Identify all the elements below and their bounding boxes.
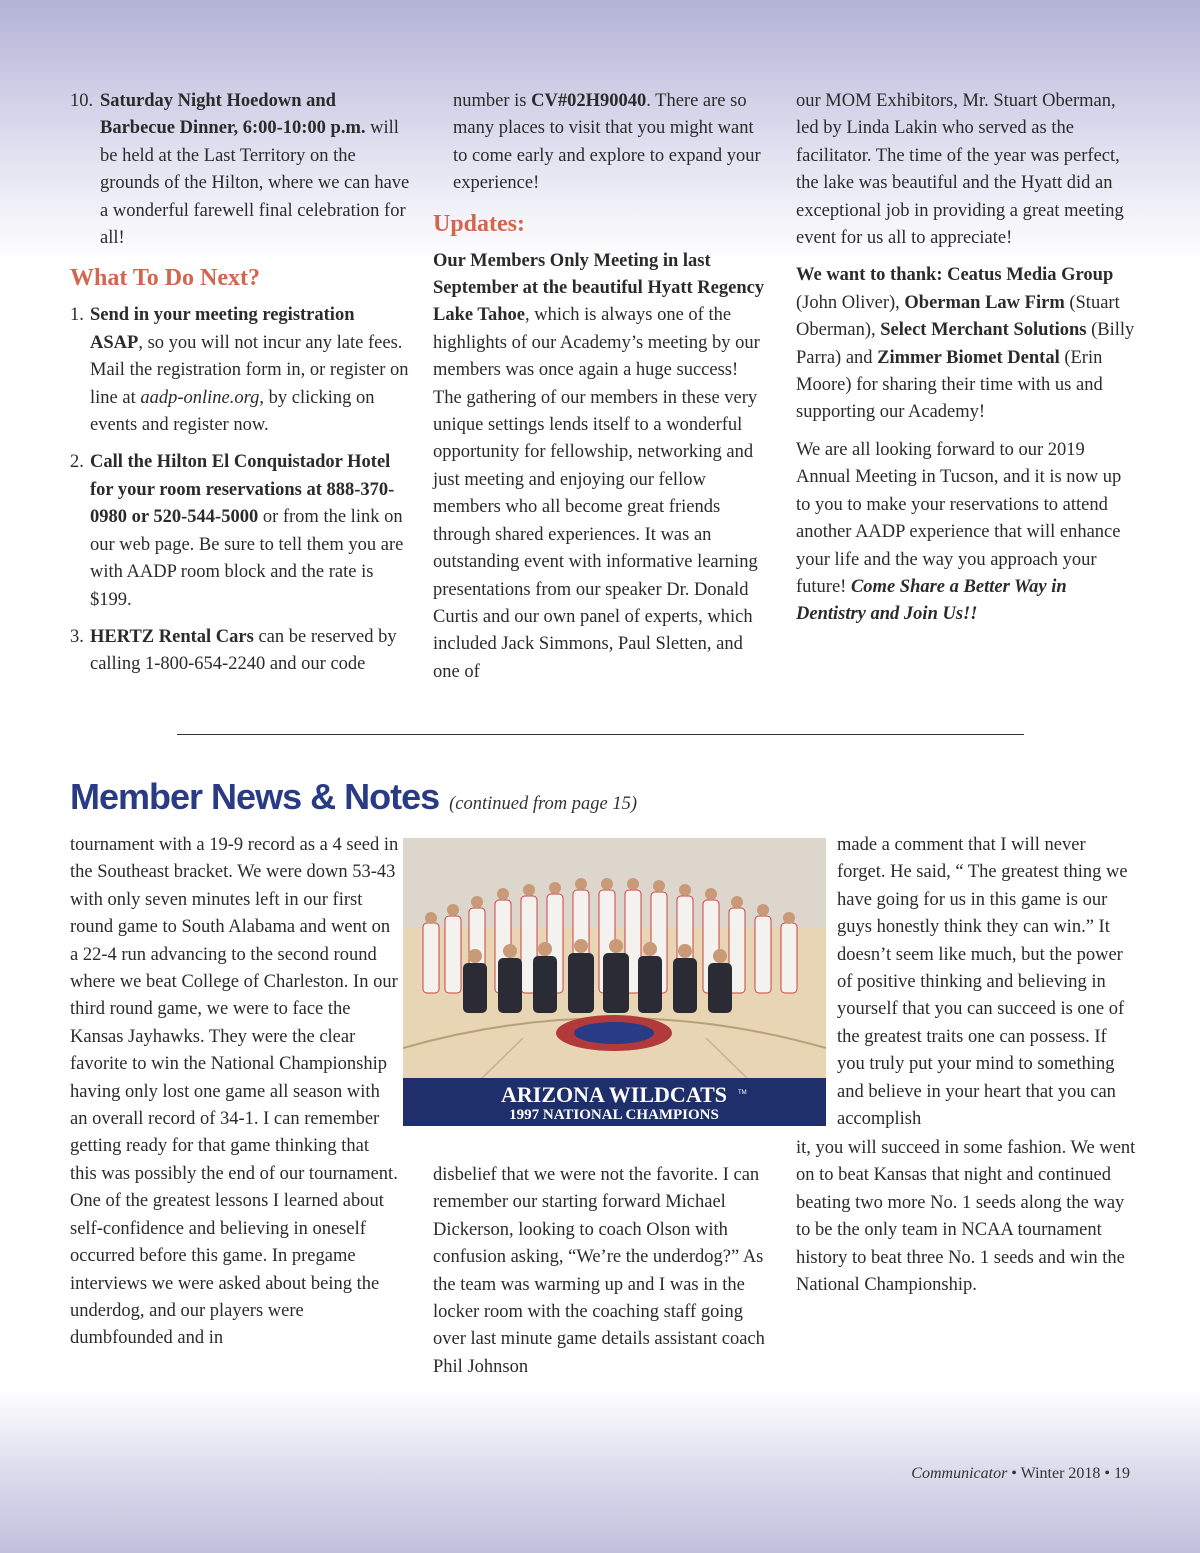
- continued-note: (continued from page 15): [449, 794, 637, 814]
- call-to-action: Come Share a Better Way in Dentistry and Join Us!!: [796, 576, 1067, 625]
- section-divider: [177, 734, 1024, 735]
- sponsor-name: Zimmer Biomet Dental: [877, 347, 1060, 368]
- banner-title: ARIZONA WILDCATS: [501, 1082, 727, 1107]
- list-item-10: [70, 88, 410, 252]
- website-text: aadp-online.org: [140, 387, 260, 408]
- list-item-text: , by clicking on events and register now.: [90, 387, 375, 436]
- list-number: 3.: [70, 626, 84, 647]
- page-footer: [911, 1465, 1130, 1483]
- updates-heading: Updates:: [433, 210, 526, 237]
- team-photo: [403, 838, 826, 1126]
- list-item-2: [70, 449, 410, 613]
- banner-trademark: TM: [738, 1090, 747, 1096]
- sponsor-name: We want to thank: Ceatus Media Group: [796, 265, 1114, 286]
- updates-lead: Our Members Only Meeting in last September at the beautiful Hyatt Regency Lake Tahoe: [433, 250, 765, 326]
- list-item-bold: Call the Hilton El Conquistador Hotel for your room reservations at 888-370-0980 or 520-544-5000: [90, 452, 395, 528]
- article-text: made a comment that I will never forget. He said, “ The greatest thing we have going for us in this game is our guys honestly think they can win.” It doesn’t seem like much, but the power of positive thinking and believing in yourself that you can succeed is one of the greatest traits one can possess. If you truly put your mind to something and believe in your heart that you can accomplish: [837, 835, 1128, 1130]
- list-number: 10.: [70, 91, 94, 111]
- news-column-3-bottom: [796, 1135, 1136, 1309]
- list-item-text: , so you will not incur any late fees. Mail the registration form in, or register on line at: [90, 332, 409, 408]
- news-column-1: [70, 832, 400, 1363]
- issue-text: • Winter 2018 •: [1007, 1465, 1114, 1482]
- paragraph-text: , which is always one of the highlights of our Academy’s meeting by our members was once again a huge success! The gathering of our members in these very unique settings lends itself to a wonderful opportunity for fellowship, networking and just meeting and enjoying our fellow members who all become great friends through shared experiences. It was an outstanding event with informative learning presentations from our speaker Dr. Donald Curtis and our own panel of experts, which included Jack Simmons, Paul Sletten, and one of: [433, 305, 760, 682]
- sponsor-contact: (Erin Moore) for sharing their time with us and supporting our Academy!: [796, 347, 1103, 423]
- list-item-1: [70, 302, 410, 439]
- list-number: 1.: [70, 305, 84, 326]
- news-column-3-top: [837, 832, 1137, 1143]
- sponsor-contact: (John Oliver),: [796, 292, 905, 313]
- updates-paragraph: [433, 248, 767, 687]
- meeting-paragraph: our MOM Exhibitors, Mr. Stuart Oberman, led by Linda Lakin who served as the facilitator. The time of the year was perfect, the lake was beautiful and the Hyatt did an exceptional job in providing a great meeting event for us all to appreciate!: [796, 91, 1124, 249]
- list-item-bold: Send in your meeting registration ASAP: [90, 305, 355, 353]
- what-to-do-next-heading: What To Do Next?: [70, 265, 261, 292]
- top-column-1: [70, 88, 410, 689]
- article-text: disbelief that we were not the favorite. I can remember our starting forward Michael Dickerson, looking to coach Olson with confusion asking, “We’re the underdog?” As the team was warming up and I was in the locker room with the coaching staff going over last minute game details assistant coach Phil Johnson: [433, 1165, 765, 1377]
- list-item-text: or from the link on our web page. Be sure to tell them you are with AADP room block and the rate is $199.: [90, 507, 404, 610]
- section-title: Member News & Notes: [70, 776, 440, 817]
- list-item-3: [70, 624, 410, 679]
- page-number: 19: [1114, 1465, 1130, 1482]
- rental-code: CV#02H90040: [531, 91, 647, 111]
- member-news-title: [70, 775, 637, 826]
- list-item-text: will be held at the Last Territory on the grounds of the Hilton, where we can have a wonderful farewell final celebration for all!: [100, 118, 410, 249]
- article-text: tournament with a 19-9 record as a 4 seed in the Southeast bracket. We were down 53-43 with only seven minutes left in our first round game to South Alabama and went on a 22-4 run advancing to the second round where we beat College of Charleston. In our third round game, we were to face the Kansas Jayhawks. They were the clear favorite to win the National Championship having only lost one game all season with an overall record of 34-1. I can remember getting ready for that game thinking that this was possibly the end of our tournament. One of the greatest lessons I learned about self-confidence and believing in oneself occurred before this game. In pregame interviews we were asked about being the underdog, and our players were dumbfounded and in: [70, 835, 399, 1349]
- publication-name: Communicator: [911, 1465, 1008, 1482]
- thanks-paragraph: [796, 262, 1136, 426]
- list-item-text: can be reserved by calling 1-800-654-2240 and our code: [90, 626, 397, 675]
- sponsor-contact: (Billy Parra) and: [796, 320, 1135, 368]
- list-item-bold: HERTZ Rental Cars: [90, 626, 254, 647]
- paragraph-text: We are all looking forward to our 2019 Annual Meeting in Tucson, and it is now up to you to make your reservations to attend another AADP experience that will enhance your life and the way you approach your future!: [796, 439, 1122, 597]
- list-number: 2.: [70, 452, 84, 473]
- article-text: it, you will succeed in some fashion. We went on to beat Kansas that night and continued beating two more No. 1 seeds along the way to be the only team in NCAA tournament history to beat three No. 1 seeds and win the National Championship.: [796, 1138, 1136, 1296]
- sponsor-contact: (Stuart Oberman),: [796, 292, 1120, 341]
- top-column-2: [433, 88, 767, 696]
- sponsor-name: Select Merchant Solutions: [880, 320, 1087, 341]
- news-column-2: [433, 1162, 767, 1391]
- code-paragraph: [433, 88, 767, 198]
- paragraph-text: . There are so many places to visit that you might want to come early and explore to expand your experience!: [453, 91, 761, 194]
- top-column-3: [796, 88, 1136, 639]
- list-item-bold: Saturday Night Hoedown and Barbecue Dinner, 6:00-10:00 p.m.: [100, 91, 366, 139]
- banner-subtitle: 1997 NATIONAL CHAMPIONS: [509, 1107, 719, 1123]
- closing-paragraph: [796, 437, 1136, 629]
- sponsor-name: Oberman Law Firm: [904, 292, 1065, 313]
- paragraph-text: number is: [453, 91, 532, 111]
